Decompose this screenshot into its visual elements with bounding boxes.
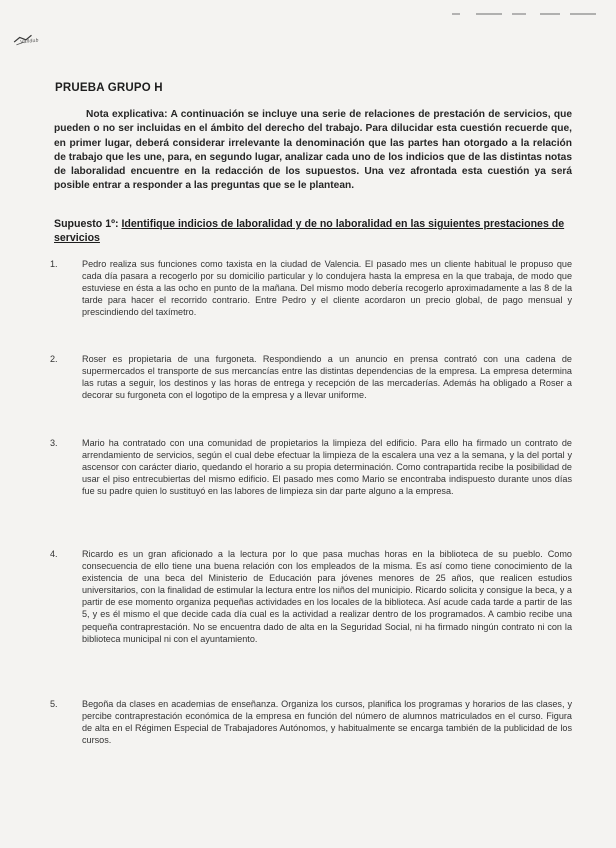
list-item-number: 4. bbox=[50, 549, 58, 559]
list-item-text: Mario ha contratado con una comunidad de propietarios la limpieza del edificio. Para ello ha firmado un contrato de arrendamiento de servicios, según el cual debe efectuar la limpieza de la escalera una vez a la semana, y la del portal y ascensor con carácter diario, quedando el horario a su propia determinación. Como contrapartida recibe la posibilidad de usar el piso entrecubiertas del mismo edificio. El pasado mes como Mario se encontraba indispuesto durante unos días fue su padre quien lo sustituyó en las labores de limpieza sin dar parte alguno a la empresa. bbox=[82, 438, 572, 497]
list-item-number: 3. bbox=[50, 438, 58, 448]
section-heading-text: Identifique indicios de laboralidad y de no laboralidad en las siguientes prestaciones de servicios bbox=[54, 218, 565, 244]
list-item-text: Ricardo es un gran aficionado a la lectura por lo que pasa muchas horas en la biblioteca de su pueblo. Como consecuencia de ello tiene una buena relación con los empleados de la misma. Es así como tiene conocimiento de la existencia de una beca del Ministerio de Educación para jóvenes menores de 25 años, que realicen estudios universitarios, con la finalidad de estimular la lectura entre los niños del municipio. Ricardo solicita y consigue la beca, y a partir de ese momento organiza pequeñas actividades en los locales de la biblioteca. Así acude cada tarde a partir de las 5, y es él mismo el que decide cada día cual es la actividad a realizar dentro de los programados. A cambio recibe una pequeña contraprestación. No se encuentra dado de alta en la Seguridad Social, ni ha firmado ningún contrato ni con la biblioteca municipal ni con el ayuntamiento. bbox=[82, 549, 572, 644]
stamp-logo-text: Valldub bbox=[19, 37, 40, 46]
section-heading bbox=[54, 218, 570, 245]
explanatory-note: Nota explicativa: A continuación se incluye una serie de relaciones de prestación de servicios, que pueden o no ser incluidas en el ámbito del derecho del trabajo. Para dilucidar esta cuestión recuerde que, en primer lugar, deberá considerar irrelevante la denominación que las partes han otorgado a la relación de trabajo que les une, para, en segundo lugar, analizar cada uno de los indicios que de las distintas notas de laboralidad encuentre en la redacción de los supuestos. Una vez afrontada esta cuestión ya será posible entrar a responder a las preguntas que se le plantean. bbox=[54, 109, 572, 192]
top-dash-marks bbox=[450, 10, 600, 18]
list-item bbox=[50, 437, 572, 497]
list-item-number: 2. bbox=[50, 354, 58, 364]
list-item bbox=[50, 258, 572, 318]
list-item-number: 1. bbox=[50, 259, 58, 269]
list-item-number: 5. bbox=[50, 699, 58, 709]
list-item bbox=[50, 548, 572, 645]
list-item-text: Pedro realiza sus funciones como taxista en la ciudad de Valencia. El pasado mes un cliente habitual le propuso que cada día pasara a recogerlo por su domicilio particular y lo condujera hasta la empresa en la que trabaja, de modo que estuviese en ésta a las ocho en punto de la mañana. Del mismo modo debería recogerlo aproximadamente a las 8 de la tarde para hacer el recorrido contrario. Entre Pedro y el cliente acordaron un precio global, de pago mensual y prescindiendo del taxímetro. bbox=[82, 259, 572, 318]
list-item-text: Begoña da clases en academias de enseñanza. Organiza los cursos, planifica los programas y horarios de las clases, y percibe contraprestación económica de la empresa en función del número de alumnos matriculados en el curso. Figura de alta en el Régimen Especial de Trabajadores Autónomos, y habitualmente se encarga también de la publicidad de los cursos. bbox=[82, 699, 572, 746]
section-heading-label: Supuesto 1º: bbox=[54, 218, 119, 230]
list-item bbox=[50, 353, 572, 401]
list-item bbox=[50, 698, 572, 746]
stamp-logo bbox=[11, 28, 57, 52]
list-item-text: Roser es propietaria de una furgoneta. Respondiendo a un anuncio en prensa contrató con una cadena de supermercados el transporte de sus mercancías entre las distintas dependencias de la empresa. La empresa determina las rutas a seguir, los destinos y las horas de entrega y recepción de las mercaderías. Además ha obligado a Roser a decorar su furgoneta con el logotipo de la empresa y a llevar uniforme. bbox=[82, 354, 572, 401]
document-title: PRUEBA GRUPO H bbox=[55, 82, 163, 94]
